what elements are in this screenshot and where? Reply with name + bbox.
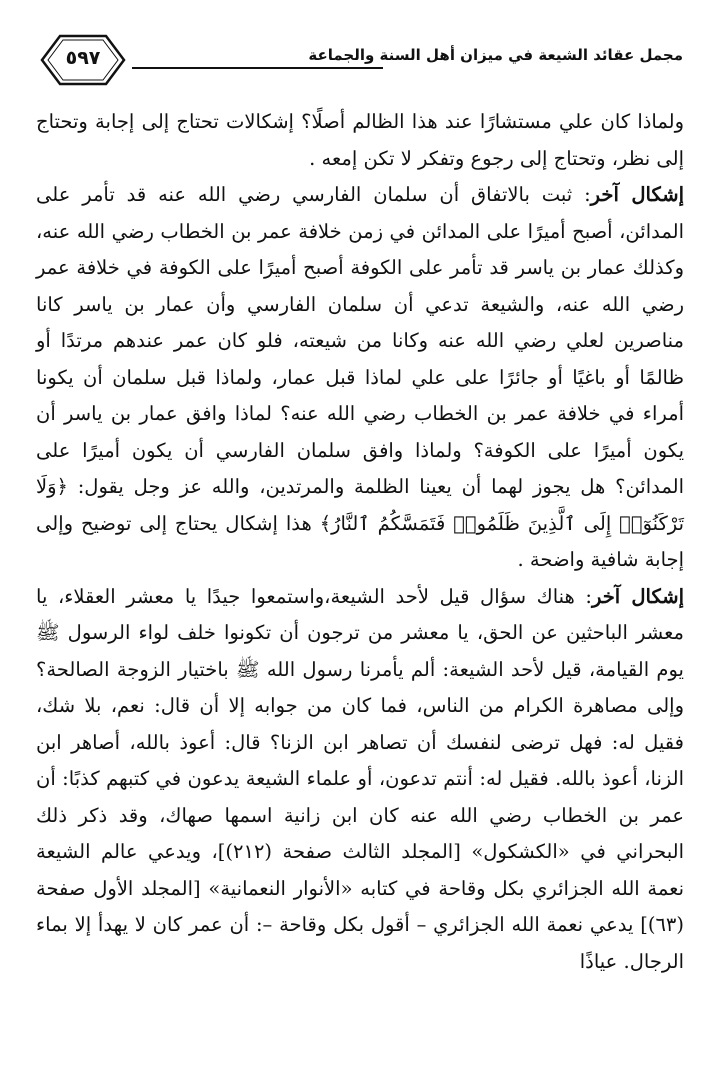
body-text (36, 104, 684, 980)
paragraph-text: ولماذا كان علي مستشارًا عند هذا الظالم أصلًا؟ إشكالات تحتاج إلى إجابة وتحتاج إلى نظر، وتحتاج إلى رجوع وتفكر لا تكن إمعه . (36, 110, 684, 170)
paragraph (36, 104, 684, 177)
page-number-badge (40, 34, 126, 86)
paragraph-label: إشكال آخر (591, 584, 684, 608)
header-rule (132, 67, 383, 69)
paragraph-text: : ثبت بالاتفاق أن سلمان الفارسي رضي الله عنه قد تأمر على المدائن، أصبح أميرًا على المدائن في زمن خلافة عمر بن الخطاب رضي الله عنه، وكذلك عمار بن ياسر قد تأمر على الكوفة أصبح أميرًا على الكوفة في خلافة عمر رضي الله عنه، والشيعة تدعي أن سلمان الفارسي وأن عمار بن ياسر كانا مناصرين لعلي رضي الله عنه وكانا من شيعته، فلو كان عمر عندهم مرتدًا أو ظالمًا أو باغيًا أو جائرًا على علي لماذا قبل عمار، ولماذا قبل سلمان أن يكونا أمراء في خلافة عمر بن الخطاب رضي الله عنه؟ لماذا وافق عمار بن ياسر أن يكون أميرًا على الكوفة؟ ولماذا وافق سلمان الفارسي أن يكون أميرًا على المدائن؟ هل يجوز لهما أن يعينا الظلمة والمرتدين، والله عز وجل يقول: ﴿وَلَا تَرْكَنُوٓا۟ إِلَى ٱلَّذِينَ ظَلَمُوا۟ فَتَمَسَّكُمُ ٱلنَّارُ﴾ هذا إشكال يحتاج إلى توضيح وإلى إجابة شافية واضحة . (36, 183, 684, 571)
paragraph (36, 177, 684, 579)
paragraph-label: إشكال آخر (590, 183, 684, 206)
paragraph (36, 579, 684, 981)
page-number: ٥٩٧ (65, 47, 101, 69)
page-header (40, 34, 683, 86)
running-title: مجمل عقائد الشيعة في ميزان أهل السنة والجماعة (308, 46, 683, 64)
paragraph-text: : هناك سؤال قيل لأحد الشيعة،واستمعوا جيدًا يا معشر العقلاء، يا معشر الباحثين عن الحق، يا معشر من ترجون أن تكونوا خلف لواء الرسول ﷺ يوم القيامة، قيل لأحد الشيعة: ألم يأمرنا رسول الله ﷺ باختيار الزوجة الصالحة؟ وإلى مصاهرة الكرام من الناس، فما كان من جوابه إلا أن قال: نعم، بلا شك، فقيل له: فهل ترضى لنفسك أن تصاهر ابن الزنا؟ قال: أعوذ بالله، أصاهر ابن الزنا، أعوذ بالله. فقيل له: أنتم تدعون، أو علماء الشيعة يدعون في كتبهم كذبًا: أن عمر بن الخطاب رضي الله عنه كان ابن زانية اسمها صهاك، وقد ذكر ذلك البحراني في «الكشكول» [المجلد الثالث صفحة (٢١٢)]، ويدعي عالم الشيعة نعمة الله الجزائري بكل وقاحة في كتابه «الأنوار النعمانية» [المجلد الأول صفحة (٦٣)] يدعي نعمة الله الجزائري – أقول بكل وقاحة –: أن عمر كان لا يهدأ إلا بماء الرجال. عياذًا (36, 584, 684, 973)
